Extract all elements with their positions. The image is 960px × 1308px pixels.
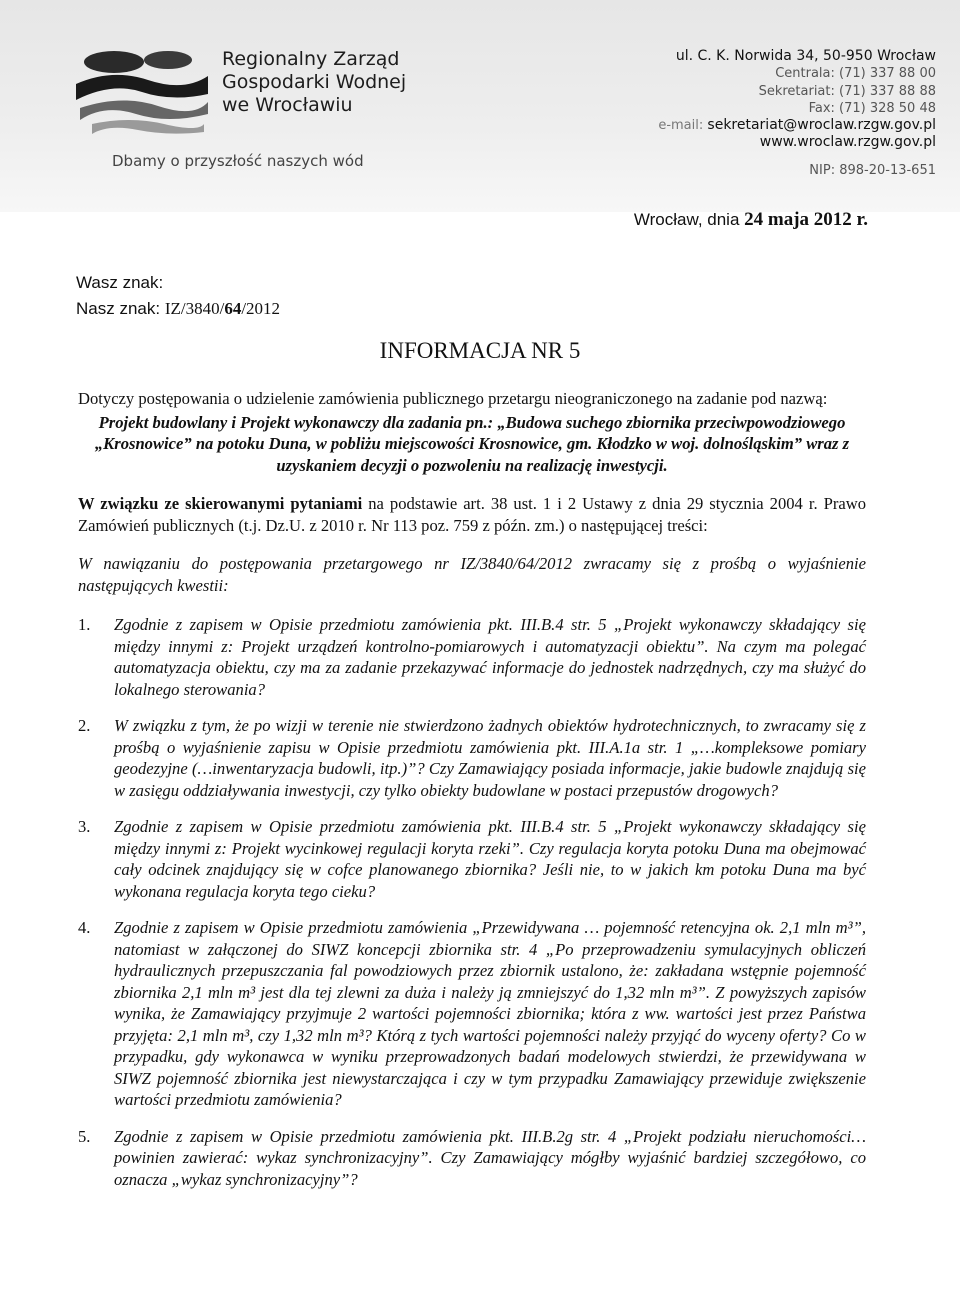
question-number: 1.	[78, 615, 91, 634]
fax-number: Fax: (71) 328 50 48	[808, 100, 936, 116]
question-text: W związku z tym, że po wizji w terenie nie stwierdzono żadnych obiektów hydrotechnicznych, to zwracamy się z prośbą o wyjaśnienie zapisu w Opisie przedmiotu zamówienia pkt. III.A.1a str. 1 „…kompleksowe pomiary geodezyjne (…inwentaryzacja budowli, itp.)”? Czy Zamawiający posiada informacje, jakie budowle znajdują się w zasięgu oddziaływania inwestycji, czy tylko obiekty budowlane w postaci przepustów drogowych?	[114, 716, 866, 800]
question-text: Zgodnie z zapisem w Opisie przedmiotu zamówienia pkt. III.B.4 str. 5 „Projekt wykonawczy składający się między innymi z: Projekt urządzeń kontrolno-pomiarowych i automatyzacji obiektu”. Na czym ma polegać automatyzacja obiektu, czy ma za zadanie przekazywać informacje do jednostek nadrzędnych, czy ma służyć do lokalnego sterowania?	[114, 615, 866, 699]
website-link[interactable]: www.wroclaw.rzgw.gov.pl	[759, 134, 936, 151]
org-name-line-1: Regionalny Zarząd	[222, 48, 400, 70]
question-text: Zgodnie z zapisem w Opisie przedmiotu zamówienia pkt. III.B.2g str. 4 „Projekt podziału nieruchomości… powinien zawierać: wykaz synchronizacyjny”. Czy Zamawiający mógłby wyjaśnić bardziej szczegółowo, co oznacza „wykaz synchronizacyjny”?	[114, 1126, 866, 1189]
request-text: W nawiązaniu do postępowania przetargowego nr IZ/3840/64/2012 zwracamy się z prośbą o wyjaśnienie następujących kwestii:	[78, 554, 866, 595]
our-ref-part-a: IZ/3840/	[164, 299, 225, 318]
our-ref-label: Nasz znak:	[76, 299, 161, 318]
your-ref-label: Wasz znak:	[76, 273, 164, 292]
date-prefix: Wrocław, dnia	[633, 210, 740, 229]
our-ref-value	[165, 299, 280, 318]
legal-basis-rest: na podstawie art. 38 ust. 1 i 2 Ustawy z dnia 29 stycznia 2004 r. Prawo Zamówień publicznych (t.j. Dz.U. z 2010 r. Nr 113 poz. 759 z późn. zm.) o następującej treści:	[78, 494, 866, 535]
question-item	[78, 917, 866, 1111]
address: ul. C. K. Norwida 34, 50-950 Wrocław	[675, 48, 936, 64]
question-number: 5.	[78, 1126, 91, 1146]
letterhead	[0, 0, 960, 212]
email-label: e-mail:	[658, 118, 704, 134]
date-line	[634, 209, 868, 231]
question-number: 4.	[78, 918, 91, 937]
our-ref-part-b: 64	[224, 299, 242, 318]
contact-block	[658, 48, 936, 179]
question-item	[78, 614, 866, 700]
subject-intro: Dotyczy postępowania o udzielenie zamówienia publicznego przetargu nieograniczonego na zadanie pod nazwą:	[78, 389, 828, 408]
question-item	[78, 816, 866, 902]
org-name-line-3: we Wrocławiu	[222, 94, 353, 116]
question-item	[78, 715, 866, 801]
our-ref	[76, 296, 280, 322]
your-ref	[76, 270, 280, 296]
our-ref-part-c: /2012	[241, 299, 281, 318]
project-name: Projekt budowlany i Projekt wykonawczy dla zadania pn.: „Budowa suchego zbiornika przeciwpowodziowego „Krosnowice” na potoku Duna, w pobliżu miejscowości Krosnowice, gm. Kłodzko w woj. dolnośląskim” wraz z uzyskaniem decyzji o pozwoleniu na realizację inwestycji.	[94, 412, 850, 475]
slogan: Dbamy o przyszłość naszych wód	[112, 152, 364, 170]
phone-central: Centrala: (71) 337 88 00	[775, 66, 936, 82]
nip-number: NIP: 898-20-13-651	[809, 162, 936, 178]
reference-numbers	[76, 270, 280, 322]
legal-basis	[78, 493, 866, 536]
legal-basis-lead: W związku ze skierowanymi pytaniami	[78, 494, 363, 513]
document-title: INFORMACJA NR 5	[379, 338, 581, 363]
question-text: Zgodnie z zapisem w Opisie przedmiotu zamówienia pkt. III.B.4 str. 5 „Projekt wykonawczy składający się między innymi z: Projekt wycinkowej regulacji koryta rzeki”. Czy regulacja koryta potoku Duna ma obejmować cały odcinek znajdujący się w cofce planowanego zbiornika? Jeśli nie, to w jakich km potoku Duna ma być wykonana regulacja koryta tego cieku?	[114, 817, 866, 901]
letter-date: 24 maja 2012 r.	[744, 209, 868, 230]
org-name-line-2: Gospodarki Wodnej	[222, 71, 407, 93]
rzgw-logo-icon	[72, 44, 212, 136]
document-body	[78, 388, 866, 1205]
organization-name	[222, 48, 406, 117]
question-text: Zgodnie z zapisem w Opisie przedmiotu zamówienia „Przewidywana … pojemność retencyjna ok. 2,1 mln m³”, natomiast w załączonej do SIWZ koncepcji zbiornika str. 4 „Po przeprowadzeniu symulacyjnych obliczeń hydraulicznych przepuszczania fal powodziowych przez zbiornik ustalono, że: zakładana wstępnie pojemność zbiornika 2,1 mln m³ jest dla tej zlewni za duża i należy ją zmniejszyć do 1,32 mln m³”. Z powyższych zapisów wynika, że Zamawiający przyjmuje 2 wartości pojemności zbiornika; która z ww. wartości jest przez Państwa przyjęta: 2,1 mln m³, czy 1,32 mln m³? Którą z tych wartości pojemności należy przyjąć do wyceny oferty? Co w przypadku, gdy wykonawca w wyniku przeprowadzonych badań modelowych stwierdzi, że przewidywana w SIWZ pojemność zbiornika jest niewystarczająca i czy w tym przypadku Zamawiający przewiduje zwiększenie wartości przedmiotu zamówienia?	[114, 918, 866, 1109]
questions-list	[78, 614, 866, 1190]
email-line	[658, 117, 936, 134]
email-link[interactable]: sekretariat@wroclaw.rzgw.gov.pl	[707, 117, 936, 134]
question-item	[78, 1126, 866, 1191]
question-number: 2.	[78, 716, 91, 735]
phone-secretariat: Sekretariat: (71) 337 88 88	[758, 83, 936, 99]
question-number: 3.	[78, 817, 91, 836]
